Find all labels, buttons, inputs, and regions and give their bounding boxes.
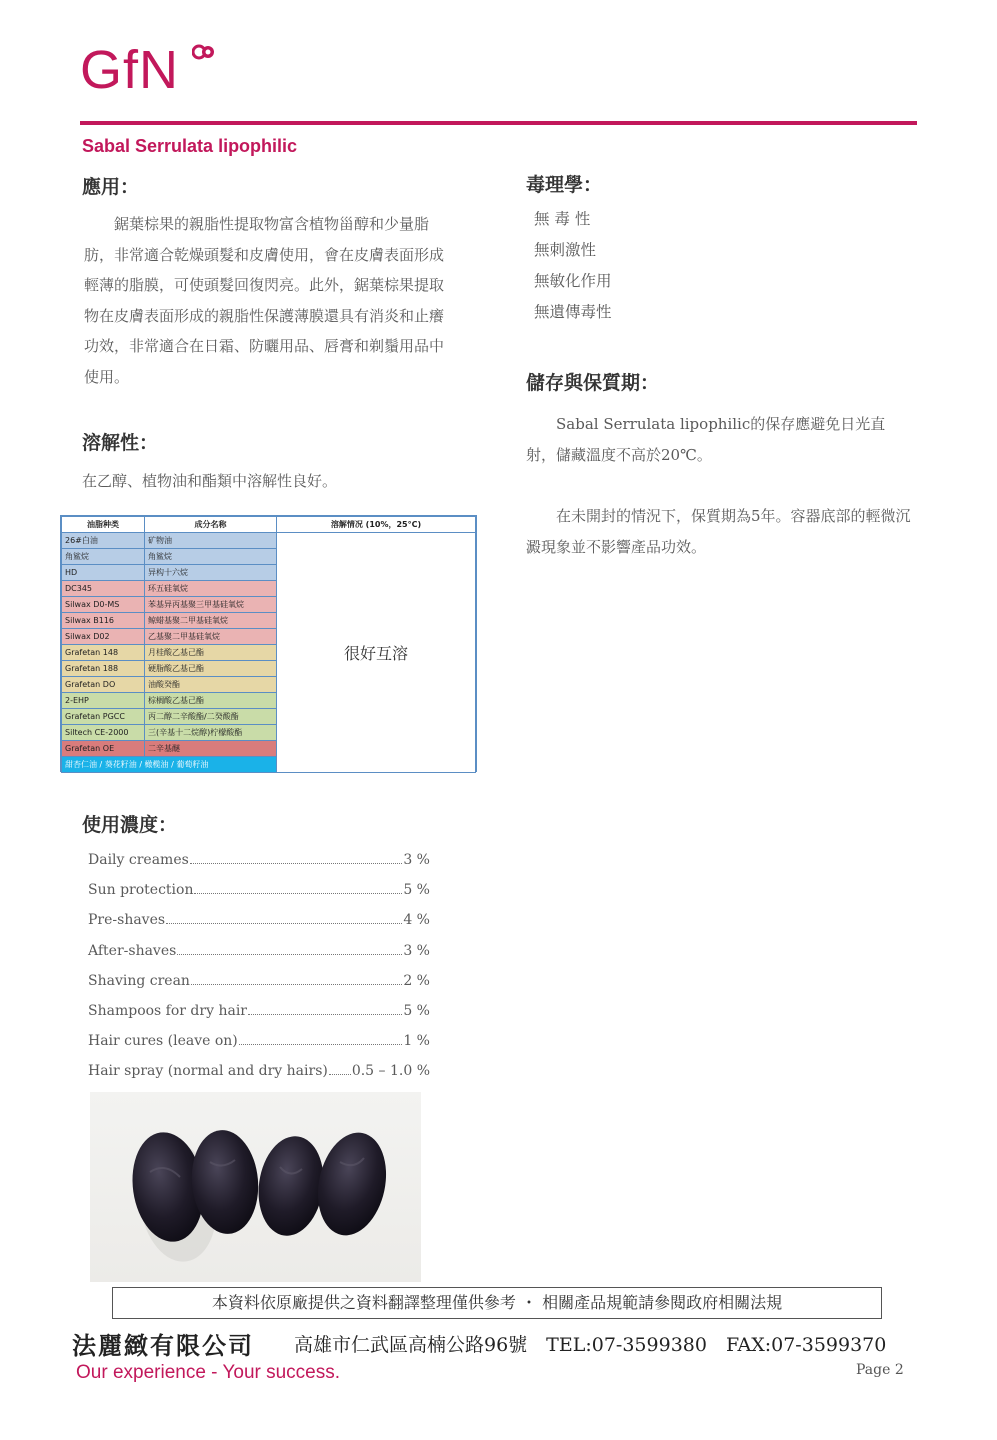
table-header-solubility: 溶解情况 (10%，25°C) — [277, 517, 476, 533]
page-number: Page 2 — [856, 1362, 904, 1378]
ingredient-name-cell: 异构十六烷 — [145, 565, 277, 581]
usage-label: Pre-shaves — [88, 912, 166, 929]
oil-type-cell: 角鲨烷 — [62, 549, 145, 565]
usage-label: Hair cures (leave on) — [88, 1033, 238, 1050]
toxicology-item: 無遺傳毒性 — [534, 303, 612, 321]
oil-type-cell: HD — [62, 565, 145, 581]
toxicology-list — [534, 204, 612, 328]
ingredient-name-cell: 丙二醇二辛酸酯/二癸酸酯 — [145, 709, 277, 725]
header-rule — [80, 121, 917, 125]
usage-item — [88, 852, 430, 868]
company-contact: 高雄市仁武區高楠公路96號 TEL:07-3599380 FAX:07-3599370 — [294, 1334, 887, 1356]
oil-type-cell: Grafetan OE — [62, 741, 145, 757]
usage-value: 1 % — [403, 1033, 430, 1050]
company-name: 法麗緻有限公司 — [72, 1331, 254, 1360]
usage-heading: 使用濃度： — [82, 814, 178, 836]
solubility-result-cell: 很好互溶 — [277, 533, 476, 773]
oil-type-cell: Silwax D02 — [62, 629, 145, 645]
solubility-heading: 溶解性： — [82, 432, 159, 454]
ingredient-name-cell: 鲸蜡基聚二甲基硅氧烷 — [145, 613, 277, 629]
saw-palmetto-berries-photo — [90, 1092, 421, 1282]
dot-leader — [177, 954, 402, 955]
usage-value: 2 % — [403, 972, 430, 989]
usage-value: 3 % — [403, 942, 430, 959]
ingredient-name-cell: 三(辛基十二烷醇)柠檬酸酯 — [145, 725, 277, 741]
usage-item — [88, 1033, 430, 1049]
oil-type-cell: 2-EHP — [62, 693, 145, 709]
oil-type-cell: Silwax D0-MS — [62, 597, 145, 613]
toxicology-item: 無刺激性 — [534, 241, 597, 259]
table-header-name: 成分名称 — [145, 517, 277, 533]
usage-label: Shaving crean — [88, 972, 190, 989]
table-row — [62, 533, 476, 549]
ingredient-name-cell: 二辛基醚 — [145, 741, 277, 757]
usage-value: 0.5 – 1.0 % — [351, 1063, 430, 1080]
dot-leader — [191, 984, 402, 985]
toxicology-heading: 毒理學： — [526, 174, 603, 196]
dot-leader — [190, 863, 403, 864]
oil-type-cell: DC345 — [62, 581, 145, 597]
usage-label: Sun protection — [88, 882, 194, 899]
usage-item — [88, 943, 430, 959]
ingredient-name-cell: 角鲨烷 — [145, 549, 277, 565]
gfn-logo: GfN — [80, 40, 180, 100]
usage-label: After-shaves — [88, 942, 177, 959]
usage-label: Shampoos for dry hair — [88, 1003, 247, 1019]
dot-leader — [329, 1074, 351, 1075]
toxicology-item: 無敏化作用 — [534, 272, 612, 290]
usage-value: 5 % — [403, 882, 430, 899]
storage-text-2: 在未開封的情況下，保質期為5年。容器底部的輕微沉澱現象並不影響產品功效。 — [526, 507, 911, 556]
ingredient-name-cell: 环五硅氧烷 — [145, 581, 277, 597]
dot-leader — [239, 1044, 403, 1045]
oil-type-cell: Grafetan 188 — [62, 661, 145, 677]
oil-type-cell: Grafetan DO — [62, 677, 145, 693]
oil-type-cell: Siltech CE-2000 — [62, 725, 145, 741]
solubility-table — [60, 515, 477, 772]
disclaimer-box: 本資料依原廠提供之資料翻譯整理僅供參考 ・ 相關產品規範請參閱政府相關法規 — [112, 1287, 882, 1319]
usage-label: Daily creames — [88, 852, 189, 868]
solubility-text: 在乙醇、植物油和酯類中溶解性良好。 — [82, 472, 338, 490]
usage-item — [88, 973, 430, 989]
ingredient-name-cell: 矿物油 — [145, 533, 277, 549]
ingredient-name-cell: 硬脂酸乙基己酯 — [145, 661, 277, 677]
logo-rings-icon — [192, 44, 216, 60]
table-header-type: 油脂种类 — [62, 517, 145, 533]
oil-type-cell: Silwax B116 — [62, 613, 145, 629]
usage-label: Hair spray (normal and dry hairs) — [88, 1063, 328, 1080]
usage-item — [88, 912, 430, 928]
ingredient-name-cell: 油酸癸酯 — [145, 677, 277, 693]
ingredient-name-cell: 乙基聚二甲基硅氧烷 — [145, 629, 277, 645]
product-name: Sabal Serrulata lipophilic — [82, 136, 298, 156]
ingredient-name-cell: 月桂酸乙基己酯 — [145, 645, 277, 661]
usage-item — [88, 1003, 430, 1019]
storage-text-1: Sabal Serrulata lipophilic的保存應避免日光直射，儲藏溫度不高於20℃。 — [526, 415, 886, 464]
dot-leader — [194, 893, 402, 894]
oil-type-cell: Grafetan 148 — [62, 645, 145, 661]
application-text: 鋸葉棕果的親脂性提取物富含植物甾醇和少量脂肪，非常適合乾燥頭髮和皮膚使用，會在皮膚表面形成輕薄的脂膜，可使頭髮回復閃亮。此外，鋸葉棕果提取物在皮膚表面形成的親脂性保護薄膜還具有消炎和止癢功效，非常適合在日霜、防曬用品、唇膏和剃鬚用品中使用。 — [84, 215, 445, 386]
toxicology-item: 無 毒 性 — [534, 210, 591, 228]
storage-heading: 儲存與保質期： — [526, 372, 660, 394]
usage-item — [88, 1063, 430, 1079]
dot-leader — [248, 1014, 402, 1015]
vegetable-oils-cell: 甜杏仁油 / 葵花籽油 / 橄榄油 / 葡萄籽油 — [62, 757, 277, 773]
usage-value: 4 % — [403, 912, 430, 929]
ingredient-name-cell: 苯基异丙基聚三甲基硅氧烷 — [145, 597, 277, 613]
usage-value: 3 % — [403, 852, 430, 868]
oil-type-cell: Grafetan PGCC — [62, 709, 145, 725]
slogan: Our experience - Your success. — [76, 1362, 341, 1383]
oil-type-cell: 26#白油 — [62, 533, 145, 549]
usage-value: 5 % — [403, 1003, 430, 1019]
application-heading: 應用： — [82, 176, 140, 198]
berries-image — [90, 1092, 421, 1282]
dot-leader — [166, 923, 402, 924]
usage-item — [88, 882, 430, 898]
ingredient-name-cell: 棕榈酸乙基己酯 — [145, 693, 277, 709]
